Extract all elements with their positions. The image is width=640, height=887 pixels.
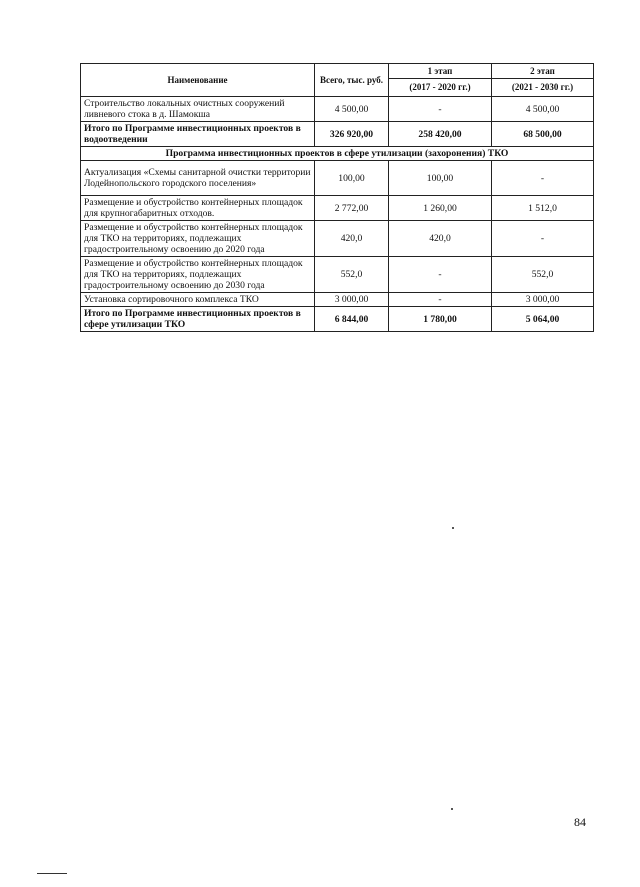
row-name: Строительство локальных очистных сооружений ливневого стока в д. Шамокша — [81, 97, 315, 122]
row-stage1: - — [389, 257, 492, 293]
row-total: 326 920,00 — [315, 122, 389, 147]
table-row — [81, 293, 594, 307]
row-stage1: 1 780,00 — [389, 307, 492, 332]
margin-line — [37, 873, 67, 874]
row-stage2: 552,0 — [492, 257, 594, 293]
table-row — [81, 97, 594, 122]
row-name: Итого по Программе инвестиционных проектов в водоотведении — [81, 122, 315, 147]
row-name: Размещение и обустройство контейнерных площадок для крупногабаритных отходов. — [81, 196, 315, 221]
row-stage1: - — [389, 293, 492, 307]
row-total: 100,00 — [315, 161, 389, 196]
table-row — [81, 122, 594, 147]
header-stage2-period: (2021 - 2030 гг.) — [492, 79, 594, 97]
row-stage2: 3 000,00 — [492, 293, 594, 307]
row-total: 2 772,00 — [315, 196, 389, 221]
row-stage2: 1 512,0 — [492, 196, 594, 221]
row-name: Итого по Программе инвестиционных проектов в сфере утилизации ТКО — [81, 307, 315, 332]
row-stage2: 68 500,00 — [492, 122, 594, 147]
row-stage1: 1 260,00 — [389, 196, 492, 221]
table-row — [81, 307, 594, 332]
row-stage1: 420,0 — [389, 221, 492, 257]
table-row — [81, 196, 594, 221]
header-total: Всего, тыс. руб. — [315, 64, 389, 97]
header-name: Наименование — [81, 64, 315, 97]
row-name: Размещение и обустройство контейнерных площадок для ТКО на территориях, подлежащих градостроительному освоению до 2030 года — [81, 257, 315, 293]
row-name: Размещение и обустройство контейнерных площадок для ТКО на территориях, подлежащих градостроительному освоению до 2020 года — [81, 221, 315, 257]
header-stage1-period: (2017 - 2020 гг.) — [389, 79, 492, 97]
header-stage1: 1 этап — [389, 64, 492, 79]
table-section-row — [81, 147, 594, 161]
row-stage1: - — [389, 97, 492, 122]
row-total: 3 000,00 — [315, 293, 389, 307]
row-name: Установка сортировочного комплекса ТКО — [81, 293, 315, 307]
page-number: 84 — [574, 815, 586, 829]
row-total: 4 500,00 — [315, 97, 389, 122]
scan-speck — [451, 808, 453, 810]
investment-table — [80, 63, 594, 332]
row-total: 552,0 — [315, 257, 389, 293]
header-stage2: 2 этап — [492, 64, 594, 79]
row-stage2: - — [492, 221, 594, 257]
row-total: 420,0 — [315, 221, 389, 257]
section-heading: Программа инвестиционных проектов в сфере утилизации (захоронения) ТКО — [81, 147, 594, 161]
row-stage2: 4 500,00 — [492, 97, 594, 122]
table-row — [81, 257, 594, 293]
table-row — [81, 221, 594, 257]
row-name: Актуализация «Схемы санитарной очистки территории Лодейнопольского городского поселения» — [81, 161, 315, 196]
table-row — [81, 161, 594, 196]
scan-speck — [452, 527, 454, 529]
row-total: 6 844,00 — [315, 307, 389, 332]
row-stage1: 258 420,00 — [389, 122, 492, 147]
row-stage2: 5 064,00 — [492, 307, 594, 332]
row-stage1: 100,00 — [389, 161, 492, 196]
row-stage2: - — [492, 161, 594, 196]
